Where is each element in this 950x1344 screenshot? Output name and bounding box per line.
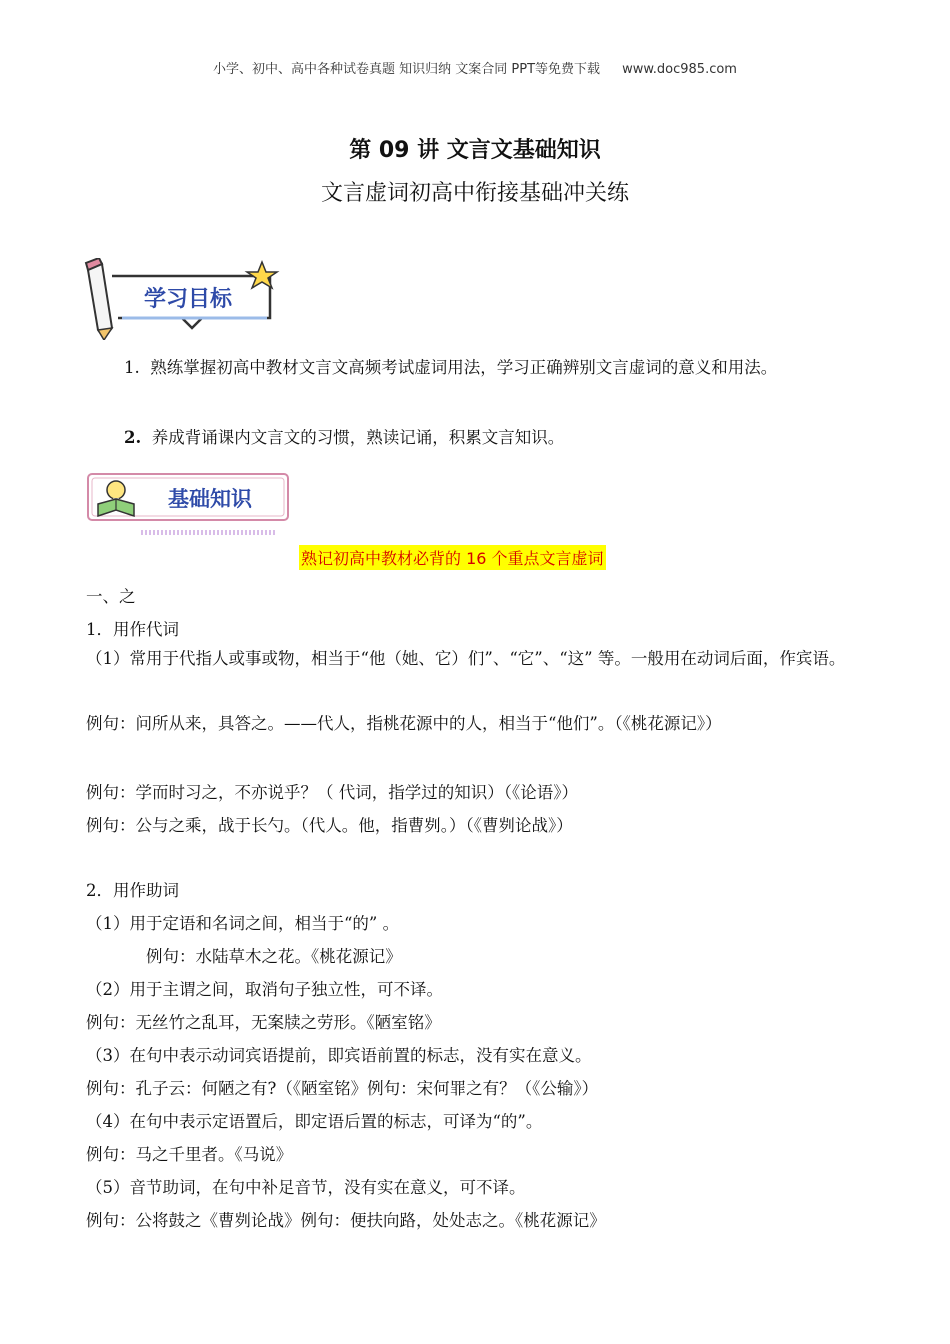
page-title: 第 09 讲 文言文基础知识 <box>349 138 601 163</box>
basics-banner-label: 基础知识 <box>168 487 252 511</box>
goal-item-2: 2. 养成背诵课内文言文的习惯，熟读记诵，积累文言知识。 <box>124 428 565 447</box>
section-heading: 一、之 <box>86 587 136 606</box>
example-2: 例句：学而时习之，不亦说乎？（ 代词，指学过的知识）（《论语》） <box>86 783 578 802</box>
usage-2-5: （5）音节助词，在句中补足音节，没有实在意义，可不译。 <box>86 1178 526 1197</box>
header-text: 小学、初中、高中各种试卷真题 知识归纳 文案合同 PPT等免费下载 <box>213 62 601 77</box>
usage-2-4: （4）在句中表示定语置后，即定语后置的标志，可译为“的”。 <box>86 1112 543 1131</box>
usage-heading-1: 1．用作代词 <box>86 620 179 639</box>
highlight-heading: 熟记初高中教材必背的 16 个重点文言虚词 <box>299 545 606 570</box>
usage-2-5-example: 例句：公将鼓之《曹刿论战》例句：便扶向路，处处志之。《桃花源记》 <box>86 1211 606 1230</box>
goal-item-1: 1. 熟练掌握初高中教材文言文高频考试虚词用法，学习正确辨别文言虚词的意义和用法。 <box>124 358 778 377</box>
basic-knowledge-banner <box>86 468 294 538</box>
usage-1-desc: （1）常用于代指人或事或物，相当于“他（她、它）们”、“它”、“这” 等。一般用在动词后面，作宾语。 <box>86 649 846 668</box>
goals-banner-label: 学习目标 <box>143 287 233 312</box>
learning-goals-banner <box>82 258 282 340</box>
usage-2-3-example: 例句：孔子云：何陋之有?（《陋室铭》例句：宋何罪之有？（《公输》） <box>86 1079 599 1098</box>
usage-2-2-example: 例句：无丝竹之乱耳，无案牍之劳形。《陋室铭》 <box>86 1013 441 1032</box>
usage-heading-2: 2．用作助词 <box>86 881 179 900</box>
header-url[interactable]: www.doc985.com <box>622 62 737 77</box>
pencil-icon <box>86 258 112 340</box>
usage-2-3: （3）在句中表示动词宾语提前，即宾语前置的标志，没有实在意义。 <box>86 1046 592 1065</box>
usage-2-1: （1）用于定语和名词之间，相当于“的” 。 <box>86 914 400 933</box>
example-3: 例句：公与之乘，战于长勺。（代人。他，指曹刿。）（《曹刿论战》） <box>86 816 573 835</box>
example-1: 例句：问所从来，具答之。——代人，指桃花源中的人，相当于“他们”。（《桃花源记》） <box>86 714 722 733</box>
usage-2-4-example: 例句：马之千里者。《马说》 <box>86 1145 293 1164</box>
page-subtitle: 文言虚词初高中衔接基础冲关练 <box>320 181 629 206</box>
usage-2-1-example: 例句：水陆草木之花。《桃花源记》 <box>146 947 402 966</box>
page-header <box>0 58 950 77</box>
usage-2-2: （2）用于主谓之间，取消句子独立性，可不译。 <box>86 980 443 999</box>
